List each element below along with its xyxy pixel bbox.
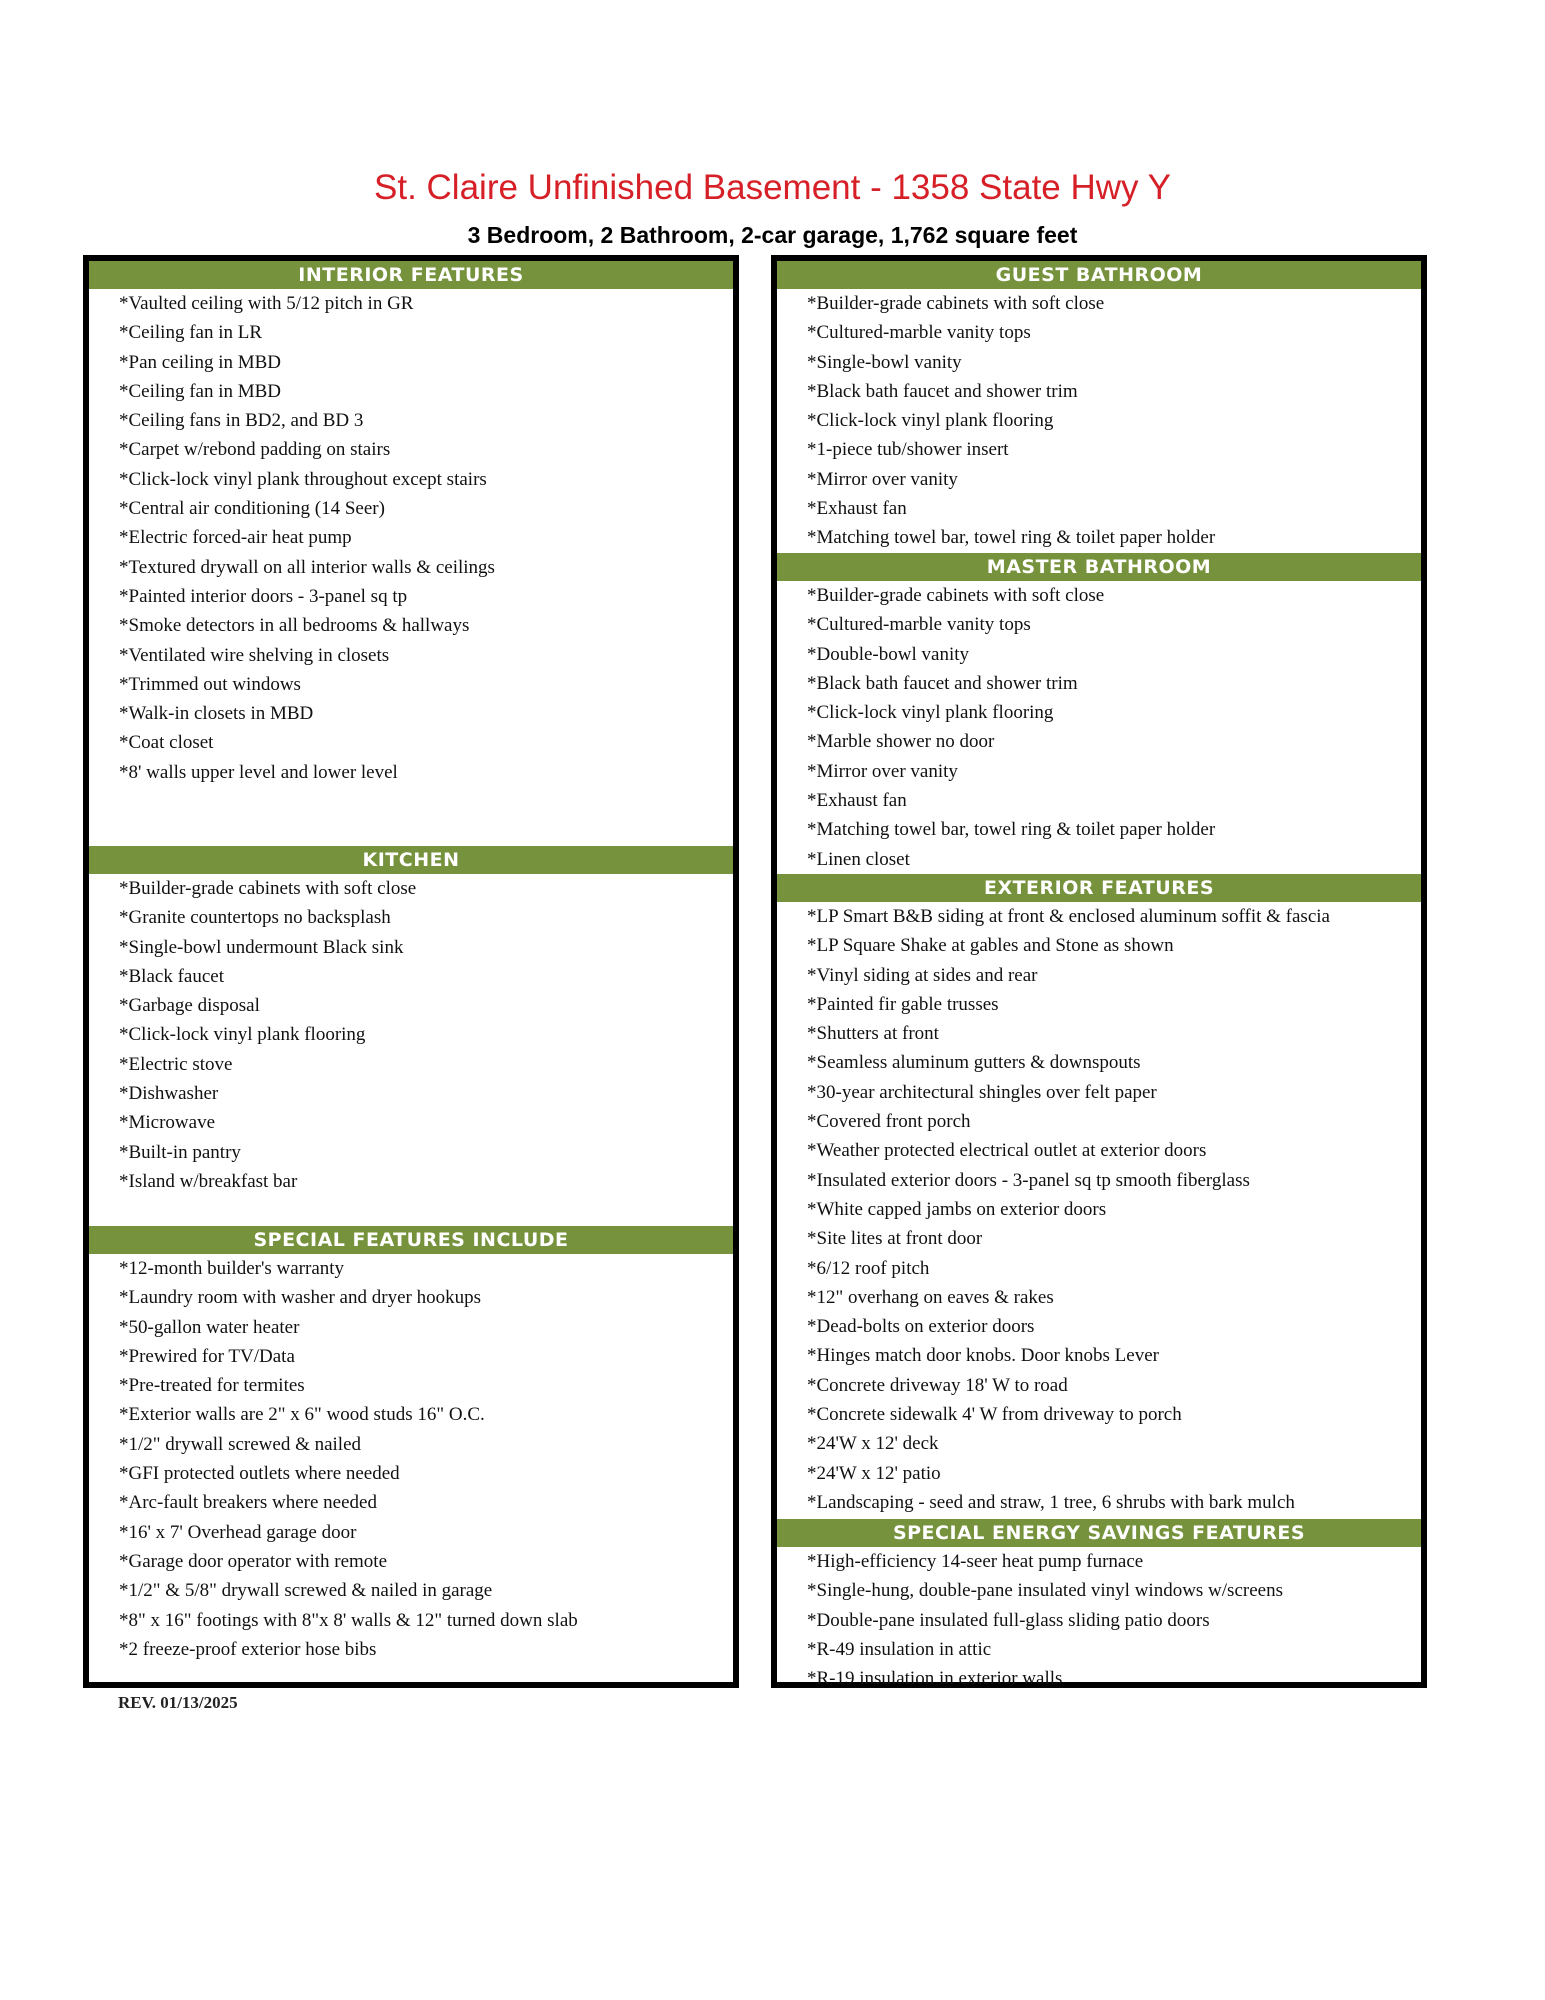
feature-item: *GFI protected outlets where needed bbox=[119, 1463, 400, 1485]
feature-item: *Seamless aluminum gutters & downspouts bbox=[807, 1052, 1141, 1074]
section-header-master-bath: MASTER BATHROOM bbox=[777, 553, 1421, 581]
feature-item: *Painted fir gable trusses bbox=[807, 993, 999, 1015]
feature-item: *R-19 insulation in exterior walls bbox=[807, 1668, 1063, 1690]
feature-item: *Cultured-marble vanity tops bbox=[807, 614, 1031, 636]
section-header-guest-bath: GUEST BATHROOM bbox=[777, 261, 1421, 289]
feature-item: *12-month builder's warranty bbox=[119, 1258, 345, 1279]
feature-item: *Painted interior doors - 3-panel sq tp bbox=[119, 585, 408, 607]
feature-item: *Garage door operator with remote bbox=[119, 1550, 388, 1572]
section-header-interior: INTERIOR FEATURES bbox=[89, 261, 733, 289]
feature-item: *Vaulted ceiling with 5/12 pitch in GR bbox=[119, 293, 414, 314]
feature-item: *Weather protected electrical outlet at exterior doors bbox=[807, 1140, 1207, 1162]
feature-item: *Dead-bolts on exterior doors bbox=[807, 1316, 1035, 1338]
feature-item: *50-gallon water heater bbox=[119, 1316, 300, 1338]
feature-item: *Single-hung, double-pane insulated vinyl windows w/screens bbox=[807, 1580, 1283, 1602]
feature-item: *Black bath faucet and shower trim bbox=[807, 672, 1078, 694]
page-subtitle: 3 Bedroom, 2 Bathroom, 2-car garage, 1,762 square feet bbox=[467, 222, 1078, 248]
feature-item: *Marble shower no door bbox=[807, 731, 995, 753]
section-header-special: SPECIAL FEATURES INCLUDE bbox=[89, 1226, 733, 1254]
feature-item: *8' walls upper level and lower level bbox=[119, 761, 398, 783]
feature-item: *Ceiling fans in BD2, and BD 3 bbox=[119, 410, 364, 432]
section-header-exterior: EXTERIOR FEATURES bbox=[777, 874, 1421, 902]
feature-item: *Coat closet bbox=[119, 732, 214, 754]
feature-item: *Smoke detectors in all bedrooms & hallways bbox=[119, 615, 470, 637]
feature-item: *Double-bowl vanity bbox=[807, 643, 970, 665]
section-energy-savings bbox=[777, 1519, 1421, 1693]
feature-item: *Pan ceiling in MBD bbox=[119, 351, 282, 373]
feature-item: *Single-bowl vanity bbox=[807, 351, 962, 373]
section-kitchen bbox=[89, 846, 733, 1196]
feature-item: *Vinyl siding at sides and rear bbox=[807, 964, 1038, 986]
feature-item: *Concrete driveway 18' W to road bbox=[807, 1374, 1068, 1396]
feature-item: *Granite countertops no backsplash bbox=[119, 907, 391, 929]
feature-item: *24'W x 12' patio bbox=[807, 1462, 941, 1484]
feature-item: *Ceiling fan in MBD bbox=[119, 380, 282, 402]
feature-item: *Microwave bbox=[119, 1112, 216, 1134]
feature-item: *8" x 16" footings with 8"x 8' walls & 12" turned down slab bbox=[119, 1609, 578, 1631]
feature-item: *Garbage disposal bbox=[119, 995, 260, 1017]
section-guest-bathroom bbox=[777, 261, 1421, 553]
feature-item: *Dishwasher bbox=[119, 1083, 219, 1105]
feature-item: *2 freeze-proof exterior hose bibs bbox=[119, 1638, 377, 1660]
left-feature-panel bbox=[83, 255, 739, 1688]
feature-item: *Electric stove bbox=[119, 1053, 233, 1075]
feature-item: *12" overhang on eaves & rakes bbox=[807, 1286, 1054, 1308]
feature-item: *R-49 insulation in attic bbox=[807, 1638, 992, 1660]
feature-list bbox=[89, 1254, 733, 1664]
right-feature-panel bbox=[771, 255, 1427, 1688]
feature-item: *Insulated exterior doors - 3-panel sq tp smooth fiberglass bbox=[807, 1169, 1250, 1191]
feature-item: *Arc-fault breakers where needed bbox=[119, 1492, 377, 1514]
feature-item: *Walk-in closets in MBD bbox=[119, 703, 314, 725]
feature-item: *Trimmed out windows bbox=[119, 673, 301, 695]
feature-item: *Ceiling fan in LR bbox=[119, 322, 263, 344]
feature-item: *Site lites at front door bbox=[807, 1228, 983, 1250]
feature-item: *16' x 7' Overhead garage door bbox=[119, 1521, 357, 1543]
feature-list bbox=[89, 874, 733, 1196]
feature-item: *Island w/breakfast bar bbox=[119, 1170, 298, 1192]
feature-item: *Builder-grade cabinets with soft close bbox=[807, 293, 1105, 314]
feature-item: *Builder-grade cabinets with soft close bbox=[119, 878, 417, 899]
feature-item: *Black faucet bbox=[119, 965, 224, 987]
section-interior-features bbox=[89, 261, 733, 787]
feature-item: *Matching towel bar, towel ring & toilet paper holder bbox=[807, 819, 1216, 841]
feature-list bbox=[777, 902, 1421, 1517]
feature-item: *Click-lock vinyl plank flooring bbox=[807, 410, 1054, 432]
feature-list bbox=[777, 1547, 1421, 1693]
feature-item: *Click-lock vinyl plank throughout except stairs bbox=[119, 468, 487, 490]
feature-item: *High-efficiency 14-seer heat pump furnace bbox=[807, 1551, 1144, 1572]
feature-item: *6/12 roof pitch bbox=[807, 1257, 930, 1279]
feature-item: *Ventilated wire shelving in closets bbox=[119, 644, 390, 666]
feature-item: *Shutters at front bbox=[807, 1023, 939, 1045]
feature-list bbox=[89, 289, 733, 787]
feature-item: *Built-in pantry bbox=[119, 1141, 241, 1163]
feature-item: *Linen closet bbox=[807, 848, 910, 870]
feature-item: *Exterior walls are 2" x 6" wood studs 16" O.C. bbox=[119, 1404, 485, 1426]
feature-item: *White capped jambs on exterior doors bbox=[807, 1198, 1107, 1220]
feature-item: *Builder-grade cabinets with soft close bbox=[807, 585, 1105, 606]
feature-item: *Exhaust fan bbox=[807, 498, 907, 520]
feature-item: *LP Square Shake at gables and Stone as shown bbox=[807, 935, 1174, 957]
feature-item: *1-piece tub/shower insert bbox=[807, 439, 1009, 461]
revision-date: REV. 01/13/2025 bbox=[118, 1693, 238, 1712]
feature-item: *Prewired for TV/Data bbox=[119, 1345, 295, 1367]
feature-item: *Central air conditioning (14 Seer) bbox=[119, 498, 385, 520]
feature-item: *Matching towel bar, towel ring & toilet paper holder bbox=[807, 527, 1216, 549]
feature-item: *Landscaping - seed and straw, 1 tree, 6 shrubs with bark mulch bbox=[807, 1491, 1295, 1513]
feature-item: *Hinges match door knobs. Door knobs Lever bbox=[807, 1345, 1159, 1367]
feature-item: *Concrete sidewalk 4' W from driveway to porch bbox=[807, 1404, 1182, 1426]
feature-item: *Mirror over vanity bbox=[807, 760, 958, 782]
feature-list bbox=[777, 581, 1421, 874]
feature-item: *Click-lock vinyl plank flooring bbox=[807, 702, 1054, 724]
feature-item: *1/2" drywall screwed & nailed bbox=[119, 1433, 362, 1455]
feature-list bbox=[777, 289, 1421, 553]
feature-item: *Black bath faucet and shower trim bbox=[807, 380, 1078, 402]
feature-item: *Electric forced-air heat pump bbox=[119, 527, 352, 549]
feature-item: *24'W x 12' deck bbox=[807, 1433, 939, 1455]
feature-item: *30-year architectural shingles over felt paper bbox=[807, 1081, 1157, 1103]
feature-item: *Click-lock vinyl plank flooring bbox=[119, 1024, 366, 1046]
feature-item: *1/2" & 5/8" drywall screwed & nailed in garage bbox=[119, 1580, 493, 1602]
section-special-features bbox=[89, 1226, 733, 1664]
feature-item: *Exhaust fan bbox=[807, 790, 907, 812]
feature-item: *Pre-treated for termites bbox=[119, 1375, 305, 1397]
section-exterior-features bbox=[777, 874, 1421, 1517]
feature-item: *Covered front porch bbox=[807, 1111, 971, 1133]
section-header-kitchen: KITCHEN bbox=[89, 846, 733, 874]
feature-item: *Textured drywall on all interior walls & ceilings bbox=[119, 556, 495, 578]
section-master-bathroom bbox=[777, 553, 1421, 874]
section-header-energy: SPECIAL ENERGY SAVINGS FEATURES bbox=[777, 1519, 1421, 1547]
feature-item: *Double-pane insulated full-glass sliding patio doors bbox=[807, 1609, 1210, 1631]
feature-item: *Mirror over vanity bbox=[807, 468, 958, 490]
feature-item: *Single-bowl undermount Black sink bbox=[119, 936, 404, 958]
feature-item: *Carpet w/rebond padding on stairs bbox=[119, 439, 391, 461]
page-title: St. Claire Unfinished Basement - 1358 State Hwy Y bbox=[374, 168, 1171, 207]
feature-item: *Laundry room with washer and dryer hookups bbox=[119, 1287, 481, 1309]
feature-item: *LP Smart B&B siding at front & enclosed aluminum soffit & fascia bbox=[807, 906, 1330, 927]
feature-item: *Cultured-marble vanity tops bbox=[807, 322, 1031, 344]
